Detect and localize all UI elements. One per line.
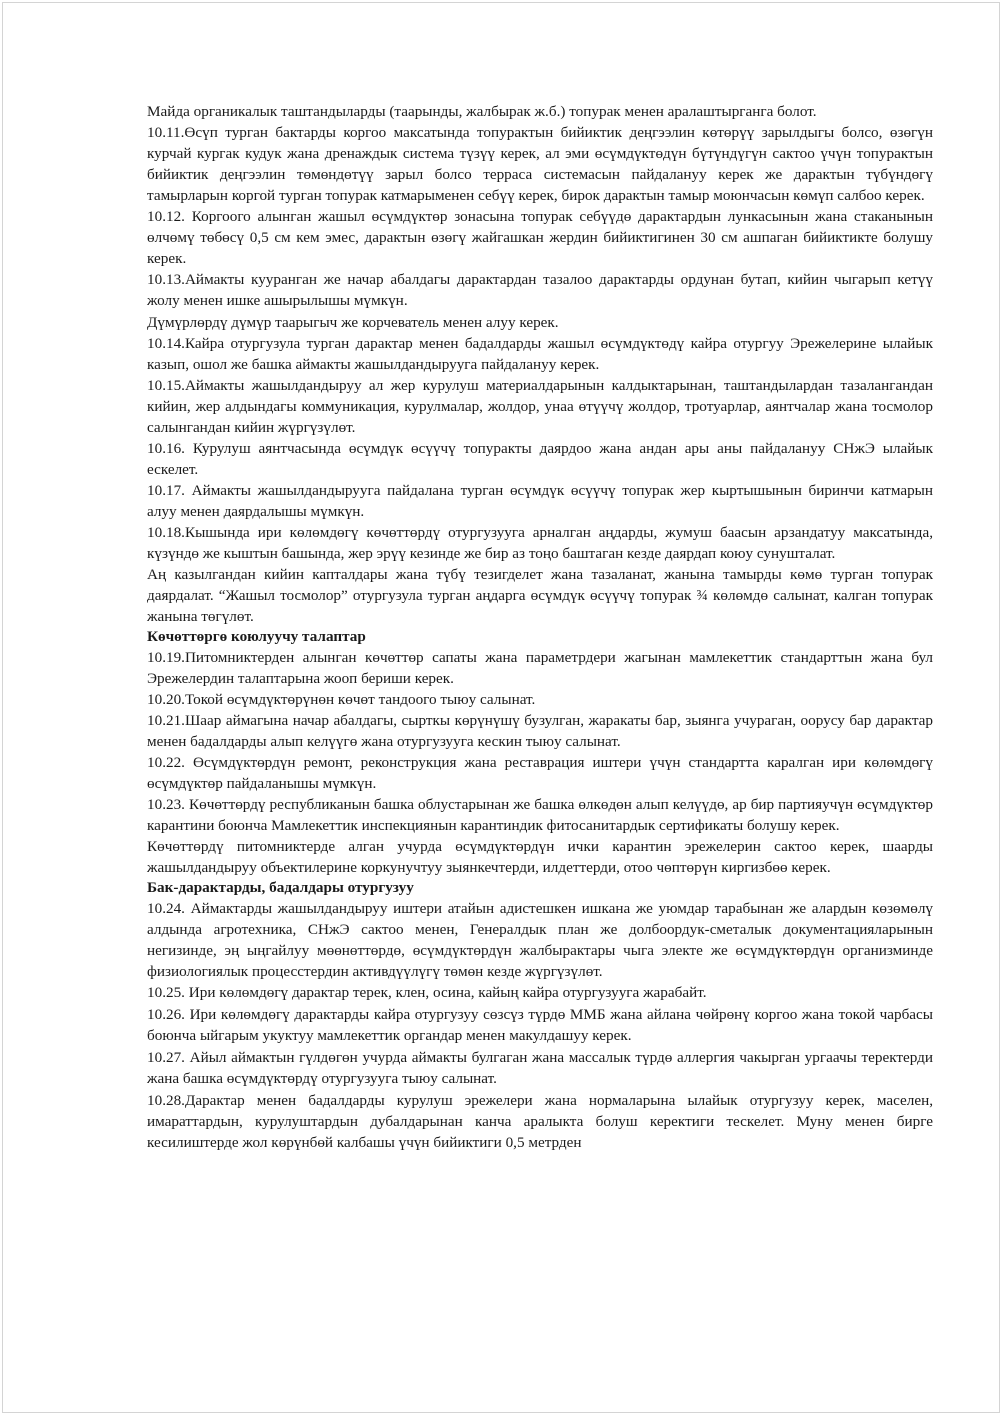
paragraph-10-12: 10.12. Коргоого алынган жашыл өсүмдүктөр зонасына топурак себүүдө дарактардын лункасынын жана стаканынын өлчөмү төбөсү 0,5 см кем эмес, дарактын өзөгү жайгашкан жердин бийиктигинен 30 см ашпаган бийиктикте болушу керек. xyxy=(147,208,933,267)
document-body xyxy=(147,101,933,1153)
paragraph-10-13-stumps: Дүмүрлөрдү дүмүр таарыгыч же корчеватель менен алуу керек. xyxy=(147,314,559,331)
paragraph-10-16: 10.16. Курулуш аянтчасында өсүмдүк өсүүчү топуракты даярдоо жана андан ары аны пайдалануу СНжЭ ылайык ескелет. xyxy=(147,440,933,478)
heading-tree-planting: Бак-дарактарды, бадалдары отургузуу xyxy=(147,879,414,896)
paragraph-10-23-quarantine: Көчөттөрдү питомниктерде алган учурда өсүмдүктөрдүн ички карантин эрежелерин сактоо керек, шаарды жашылдандыруу объектилерине коркунучтуу зыянкечтерди, илдеттерди, отоо чөптөрүн киргизбөө керек. xyxy=(147,838,933,876)
paragraph-10-21: 10.21.Шаар аймагына начар абалдагы, сырткы көрүнүшү бузулган, жаракаты бар, зыянга учураган, оорусу бар дарактар менен бадалдарды алып келүүгө жана отургузууга кескин тыюу салынат. xyxy=(147,712,933,750)
document-page xyxy=(2,2,1000,1413)
paragraph-10-22: 10.22. Өсүмдүктөрдүн ремонт, реконструкция жана реставрация иштери үчүн стандартта каралган ири көлөмдөгү өсүмдүктөр пайдаланышы мүмкүн. xyxy=(147,754,933,792)
paragraph-10-20: 10.20.Токой өсүмдүктөрүнөн көчөт тандоого тыюу салынат. xyxy=(147,691,536,708)
paragraph-10-24: 10.24. Аймактарды жашылдандыруу иштери атайын адистешкен ишкана же уюмдар тарабынан же алардын көзөмөлү алдында агротехника, СНжЭ сактоо менен, Генералдык план же долбоордук-сметалык документацияларынын негизинде, эң ыңгайлуу мөөнөттөрдө, өсүмдүктөрдүн жалбырактары чыга электе же өсүмдүктөрдүн организминде физиологиялык процесстердин активдүүлүгү төмөн кезде жүргүзүлөт. xyxy=(147,900,933,980)
paragraph-10-23: 10.23. Көчөттөрдү республиканын башка облустарынан же башка өлкөдөн алып келүүдө, ар бир партияучүн өсүмдүктөр карантини боюнча Мамлекеттик инспекциянын карантиндик фитосанитардык сертификаты болушу керек. xyxy=(147,796,933,834)
paragraph-10-25: 10.25. Ири көлөмдөгү дарактар терек, клен, осина, кайың кайра отургузууга жарабайт. xyxy=(147,984,707,1001)
paragraph-10-17: 10.17. Аймакты жашылдандырууга пайдалана турган өсүмдүк өсүүчү топурак жер кыртышынын биринчи катмарын алуу менен даярдалышы мүмкүн. xyxy=(147,482,933,520)
paragraph-10-13: 10.13.Аймакты кууранган же начар абалдагы дарактардан тазалоо дарактарды ордунан бутап, кийин чыгарып кетүү жолу менен ишке ашырылышы мүмкүн. xyxy=(147,271,933,309)
paragraph-10-11: 10.11.Өсүп турган бактарды коргоо максатында топурактын бийиктик деңгээлин көтөрүү зарылдыгы болсо, өзөгүн курчай кургак кудук жана дренаждык система түзүү керек, ал эми өсүмдүктөдүн бүтүндүгүн сактоо үчүн топурактын бийиктик деңгээлин төмөндөтүү зарыл болсо терраса системасын пайдалануу керек же дарактын түбүндөгү тамырларын коргой турган топурак катмарыменен себүү керек, бирок дарактын тамыр моюнчасын көмүп салбоо керек. xyxy=(147,124,933,204)
paragraph-10-18-pits: Аң казылгандан кийин капталдары жана түбү тезигделет жана тазаланат, жанына тамырды көмө турган топурак даярдалат. “Жашыл тосмолор” отургузула турган аңдарга өсүмдүк өсүүчү топурак ¾ көлөмдө салынат, калган топурак жанына төгүлөт. xyxy=(147,566,933,625)
paragraph-10-14: 10.14.Кайра отургузула турган дарактар менен бадалдарды жашыл өсүмдүктөдү кайра отургуу Эрежелерине ылайык казып, ошол же башка аймакты жашылдандырууга пайдалануу керек. xyxy=(147,335,933,373)
paragraph-10-28: 10.28.Дарактар менен бадалдарды курулуш эрежелери жана нормаларына ылайык отургузуу керек, маселен, имараттардын, курулуштардын дубалдарынан канча аралыкта болуш керектиги тескелет. Муну менен бирге кесилиштерде жол көрүнбөй калбашы үчүн бийиктиги 0,5 метрден xyxy=(147,1092,933,1151)
paragraph-10-26: 10.26. Ири көлөмдөгү дарактарды кайра отургузуу сөзсүз түрдө ММБ жана айлана чөйрөнү коргоо жана токой чарбасы боюнча ыйгарым укуктуу мамлекеттик органдар менен макулдашуу керек. xyxy=(147,1006,933,1044)
heading-seedling-requirements: Көчөттөргө коюлуучу талаптар xyxy=(147,628,366,645)
paragraph-10-18: 10.18.Кышында ири көлөмдөгү көчөттөрдү отургузууга арналган аңдарды, жумуш баасын арзандатуу максатында, күзүндө же кыштын башында, жер эрүү кезинде же бир аз тоңо баштаган кезде даярдап коюу сунушталат. xyxy=(147,524,933,562)
paragraph-10-15: 10.15.Аймакты жашылдандыруу ал жер курулуш материалдарынын калдыктарынан, таштандылардан тазалангандан кийин, жер алдындагы коммуникация, курулмалар, жолдор, унаа өтүүчү жолдор, тротуарлар, аянтчалар жана тосмолор салынгандан кийин жүргүзүлөт. xyxy=(147,377,933,436)
paragraph-10-27: 10.27. Айыл аймактын гүлдөгөн учурда аймакты булгаган жана массалык түрдө аллергия чакырган ургаачы теректерди жана башка өсүмдүктөрдү отургузууга тыюу салынат. xyxy=(147,1049,933,1087)
paragraph-intro: Майда органикалык таштандыларды (таарынды, жалбырак ж.б.) топурак менен аралаштырганга болот. xyxy=(147,103,817,120)
paragraph-10-19: 10.19.Питомниктерден алынган көчөттөр сапаты жана параметрдери жагынан мамлекеттик стандарттын жана бул Эрежелердин талаптарына жооп бериши керек. xyxy=(147,649,933,687)
